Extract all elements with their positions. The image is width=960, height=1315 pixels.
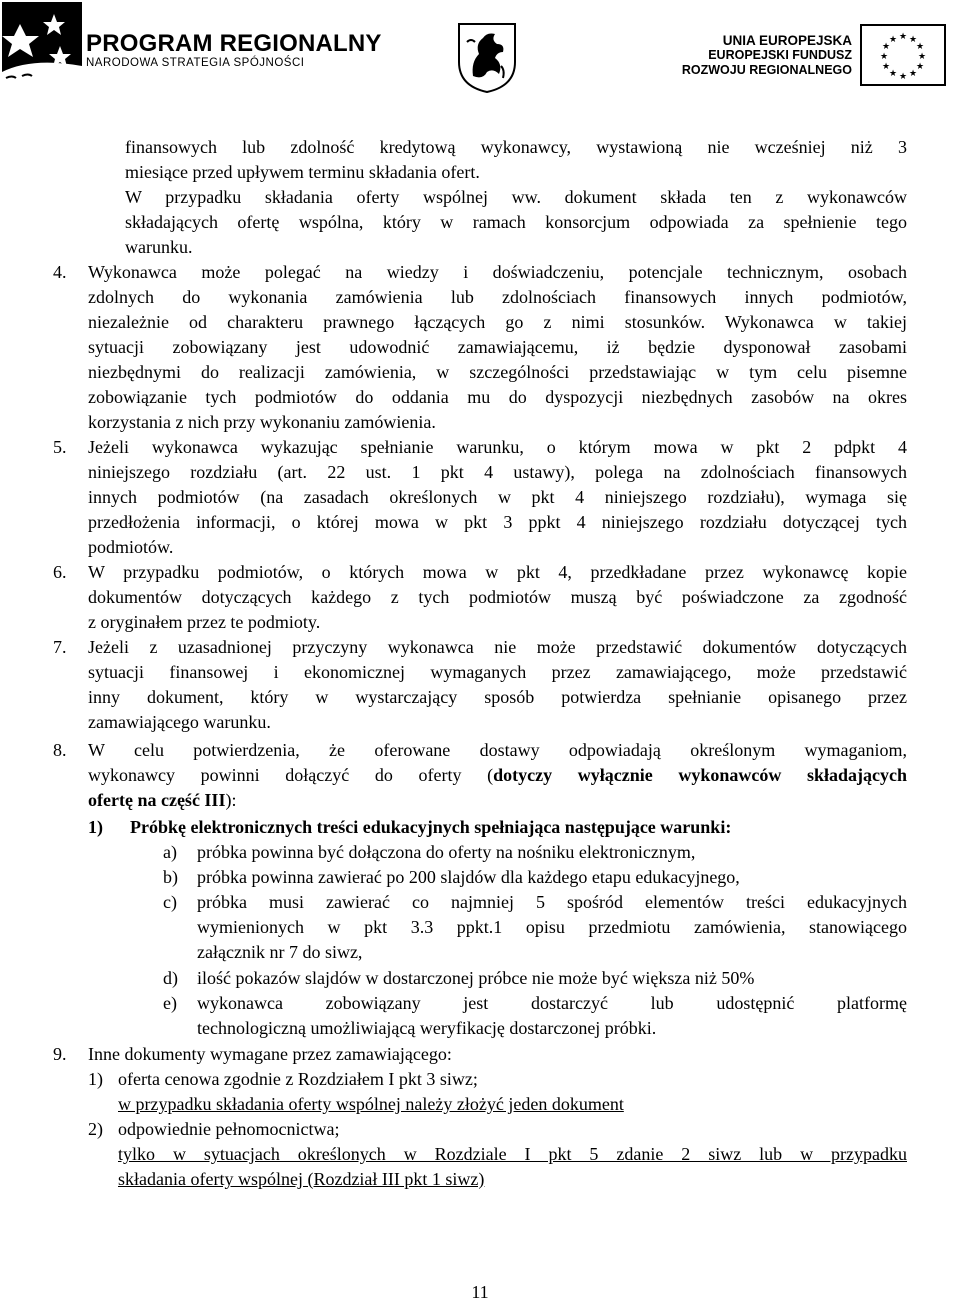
eu-flag-icon bbox=[860, 24, 946, 86]
svg-text:★: ★ bbox=[915, 42, 925, 52]
item-number: 6. bbox=[53, 562, 67, 582]
item-line: sytuacji finansowej i ekonomicznej wymaganych przez zamawiającego, może przedstawić bbox=[88, 662, 907, 682]
doc-note: składania oferty wspólnej (Rozdział III pkt 1 siwz) bbox=[118, 1169, 485, 1189]
doc-note: tylko w sytuacjach określonych w Rozdziale I pkt 5 zdanie 2 siwz lub w przypadku bbox=[118, 1144, 907, 1164]
subitem-line: wykonawca zobowiązany jest dostarczyć lub udostępnić platformę bbox=[197, 993, 907, 1013]
item-number: 7. bbox=[53, 637, 67, 657]
subitem-letter: d) bbox=[163, 968, 178, 988]
svg-text:★: ★ bbox=[879, 52, 889, 62]
svg-text:★: ★ bbox=[898, 72, 908, 82]
subitem-line: ilość pokazów slajdów w dostarczonej próbce nie może być większa niż 50% bbox=[197, 968, 755, 988]
item-line: sytuacji zobowiązany jest udowodnić zamawiającemu, iż będzie dysponował zasobami bbox=[88, 337, 907, 357]
subitem-letter: c) bbox=[163, 892, 177, 912]
item-number: 9. bbox=[53, 1044, 67, 1064]
svg-text:★: ★ bbox=[908, 69, 918, 79]
regional-crest-icon bbox=[457, 22, 517, 94]
item-line: niezależnie od charakteru prawnego łączących go z nimi stosunków. Wykonawca w takiej bbox=[88, 312, 907, 332]
item-line: korzystania z nich przy wykonaniu zamówienia. bbox=[88, 412, 436, 432]
subitem-line: próbka powinna zawierać po 200 slajdów dla każdego etapu edukacyjnego, bbox=[197, 867, 740, 887]
svg-text:★: ★ bbox=[915, 62, 925, 72]
item-line: podmiotów. bbox=[88, 537, 174, 557]
item-line: niniejszego rozdziału (art. 22 ust. 1 pkt 4 ustawy), polega na zdolnościach finansowych bbox=[88, 462, 907, 482]
item-line: niezbędnymi do realizacji zamówienia, w szczególności przedstawiając w tym celu pisemne bbox=[88, 362, 907, 382]
svg-text:★: ★ bbox=[888, 69, 898, 79]
subitem-letter: b) bbox=[163, 867, 178, 887]
subitem-number: 1) bbox=[88, 817, 103, 837]
item-line: innych podmiotów (na zasadach określonych w pkt 4 niniejszego rozdziału), wymaga się bbox=[88, 487, 907, 507]
doc-number: 2) bbox=[88, 1119, 103, 1139]
svg-text:★: ★ bbox=[888, 35, 898, 45]
svg-text:★: ★ bbox=[917, 52, 927, 62]
page-header bbox=[0, 0, 960, 100]
doc-note: w przypadku składania oferty wspólnej należy złożyć jeden dokument bbox=[118, 1094, 624, 1114]
svg-text:★: ★ bbox=[881, 62, 891, 72]
item-title: Inne dokumenty wymagane przez zamawiającego: bbox=[88, 1044, 452, 1064]
intro-line: składających ofertę wspólna, który w ramach konsorcjum odpowiada za spełnienie tego bbox=[125, 212, 907, 232]
item-line: wykonawcy powinni dołączyć do oferty (dotyczy wyłącznie wykonawców składających bbox=[88, 765, 907, 785]
item-number: 8. bbox=[53, 740, 67, 760]
item-line: zamawiającego warunku. bbox=[88, 712, 271, 732]
item-line: dokumentów dotyczących każdego z tych podmiotów muszą być poświadczone za zgodność bbox=[88, 587, 907, 607]
item-line: przedłożenia informacji, o której mowa w pkt 3 ppkt 4 niniejszego rozdziału dotyczącej tych bbox=[88, 512, 907, 532]
item-number: 4. bbox=[53, 262, 67, 282]
doc-line: oferta cenowa zgodnie z Rozdziałem I pkt 3 siwz; bbox=[118, 1069, 478, 1089]
item-line: zobowiązanie tych podmiotów do oddania mu do dyspozycji niezbędnych zasobów na okres bbox=[88, 387, 907, 407]
svg-text:★: ★ bbox=[881, 42, 891, 52]
item-number: 5. bbox=[53, 437, 67, 457]
doc-number: 1) bbox=[88, 1069, 103, 1089]
program-regionalny-logo-icon bbox=[2, 2, 82, 84]
item-line: W przypadku podmiotów, o których mowa w pkt 4, przedkładane przez wykonawcę kopie bbox=[88, 562, 907, 582]
page-number: 11 bbox=[471, 1282, 489, 1302]
item-line: Jeżeli wykonawca wykazując spełnianie warunku, o którym mowa w pkt 2 pdpkt 4 bbox=[88, 437, 907, 457]
intro-line: W przypadku składania oferty wspólnej ww. dokument składa ten z wykonawców bbox=[125, 187, 907, 207]
item-line: z oryginałem przez te podmioty. bbox=[88, 612, 321, 632]
item-line: Wykonawca może polegać na wiedzy i doświadczeniu, potencjale technicznym, osobach bbox=[88, 262, 907, 282]
svg-text:★: ★ bbox=[908, 35, 918, 45]
eu-fund-label: UNIA EUROPEJSKA EUROPEJSKI FUNDUSZ ROZWOJU REGIONALNEGO bbox=[681, 33, 852, 77]
subitem-line: technologiczną umożliwiającą weryfikację dostarczonej próbki. bbox=[197, 1018, 657, 1038]
subitem-line: próbka musi zawierać co najmniej 5 spośród elementów treści edukacyjnych bbox=[197, 892, 907, 912]
subitem-line: załącznik nr 7 do siwz, bbox=[197, 942, 363, 962]
item-line: inny dokument, który w wystarczający sposób potwierdza spełnianie opisanego przez bbox=[88, 687, 907, 707]
item-line: zdolnych do wykonania zamówienia lub zdolnościach finansowych innych podmiotów, bbox=[88, 287, 907, 307]
svg-text:★: ★ bbox=[898, 32, 908, 42]
program-subtitle: NARODOWA STRATEGIA SPÓJNOŚCI bbox=[86, 57, 305, 69]
intro-line: warunku. bbox=[125, 237, 193, 257]
subitem-title: Próbkę elektronicznych treści edukacyjnych spełniająca następujące warunki: bbox=[130, 817, 732, 837]
intro-line: finansowych lub zdolność kredytową wykonawcy, wystawioną nie wcześniej niż 3 bbox=[125, 137, 907, 157]
subitem-letter: a) bbox=[163, 842, 177, 862]
doc-line: odpowiednie pełnomocnictwa; bbox=[118, 1119, 340, 1139]
item-line: Jeżeli z uzasadnionej przyczyny wykonawca nie może przedstawić dokumentów dotyczących bbox=[88, 637, 907, 657]
subitem-line: wymienionych w pkt 3.3 ppkt.1 opisu przedmiotu zamówienia, stanowiącego bbox=[197, 917, 907, 937]
item-line: W celu potwierdzenia, że oferowane dostawy odpowiadają określonym wymaganiom, bbox=[88, 740, 907, 760]
program-title: PROGRAM REGIONALNY bbox=[86, 30, 382, 57]
intro-line: miesiące przed upływem terminu składania ofert. bbox=[125, 162, 480, 182]
subitem-line: próbka powinna być dołączona do oferty na nośniku elektronicznym, bbox=[197, 842, 696, 862]
item-line: ofertę na część III): bbox=[88, 790, 237, 810]
subitem-letter: e) bbox=[163, 993, 177, 1013]
